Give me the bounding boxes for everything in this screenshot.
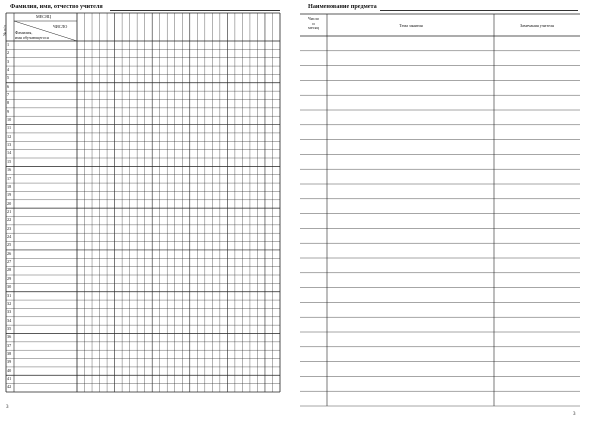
- row-number: 22: [7, 217, 12, 223]
- subject-name-label: Наименование предмета: [308, 3, 377, 10]
- row-number: 14: [7, 150, 12, 156]
- subject-name-underline[interactable]: [380, 10, 578, 11]
- date-column-label: [300, 17, 327, 31]
- row-number: 33: [7, 309, 12, 315]
- row-number: 37: [7, 342, 12, 348]
- row-number: 21: [7, 208, 12, 214]
- row-number: 25: [7, 242, 12, 248]
- number-column-label: № п/п: [2, 25, 7, 36]
- row-number: 2: [7, 50, 10, 56]
- day-label: ЧИСЛО: [53, 24, 68, 29]
- row-number: 8: [7, 100, 10, 106]
- row-number: 7: [7, 91, 10, 97]
- row-number: 19: [7, 192, 12, 198]
- date-label-line2: и: [312, 20, 315, 26]
- row-number: 38: [7, 351, 12, 356]
- row-number: 42: [7, 384, 12, 390]
- row-number: 28: [7, 267, 12, 273]
- row-number: 35: [7, 325, 12, 331]
- row-number: 20: [7, 200, 12, 206]
- row-number: 9: [7, 108, 10, 114]
- row-number: 27: [7, 259, 12, 265]
- row-number: 36: [7, 334, 12, 340]
- teacher-name-label: Фамилия, имя, отчество учителя: [10, 3, 103, 10]
- row-number: 29: [7, 275, 12, 281]
- row-number: 11: [7, 125, 12, 131]
- row-number: 26: [7, 250, 12, 256]
- row-number: 1: [7, 41, 10, 47]
- row-number: 40: [7, 367, 12, 373]
- row-number: 13: [7, 142, 12, 148]
- row-number: 5: [7, 75, 10, 81]
- row-number: 12: [7, 133, 12, 139]
- row-number: 41: [7, 376, 12, 382]
- row-number: 24: [7, 234, 12, 239]
- row-number: 30: [7, 284, 12, 290]
- date-label-line3: месяц: [308, 25, 319, 31]
- row-number: 4: [7, 66, 10, 72]
- row-number: 18: [7, 183, 12, 189]
- row-number: 15: [7, 158, 12, 164]
- student-label-line1: Фамилия,: [15, 30, 33, 35]
- row-number: 17: [7, 175, 12, 181]
- row-number: 10: [7, 117, 12, 122]
- student-label-line2: имя обучающегося: [15, 35, 49, 40]
- topic-column-label: Тема занятия: [399, 23, 423, 28]
- row-number: 31: [7, 292, 12, 298]
- month-label: МЕСЯЦ: [36, 14, 51, 19]
- row-number: 16: [7, 167, 12, 173]
- left-page-number: 3: [6, 405, 9, 410]
- row-number: 23: [7, 225, 12, 231]
- row-number: 6: [7, 83, 10, 89]
- remarks-column-label: Замечания учителя: [520, 23, 554, 28]
- row-number: 32: [7, 300, 12, 306]
- row-number: 34: [7, 317, 12, 323]
- date-label-line1: Число: [307, 16, 319, 21]
- right-page-number: 3: [573, 412, 576, 417]
- row-number: 39: [7, 359, 12, 365]
- row-number: 3: [7, 58, 10, 64]
